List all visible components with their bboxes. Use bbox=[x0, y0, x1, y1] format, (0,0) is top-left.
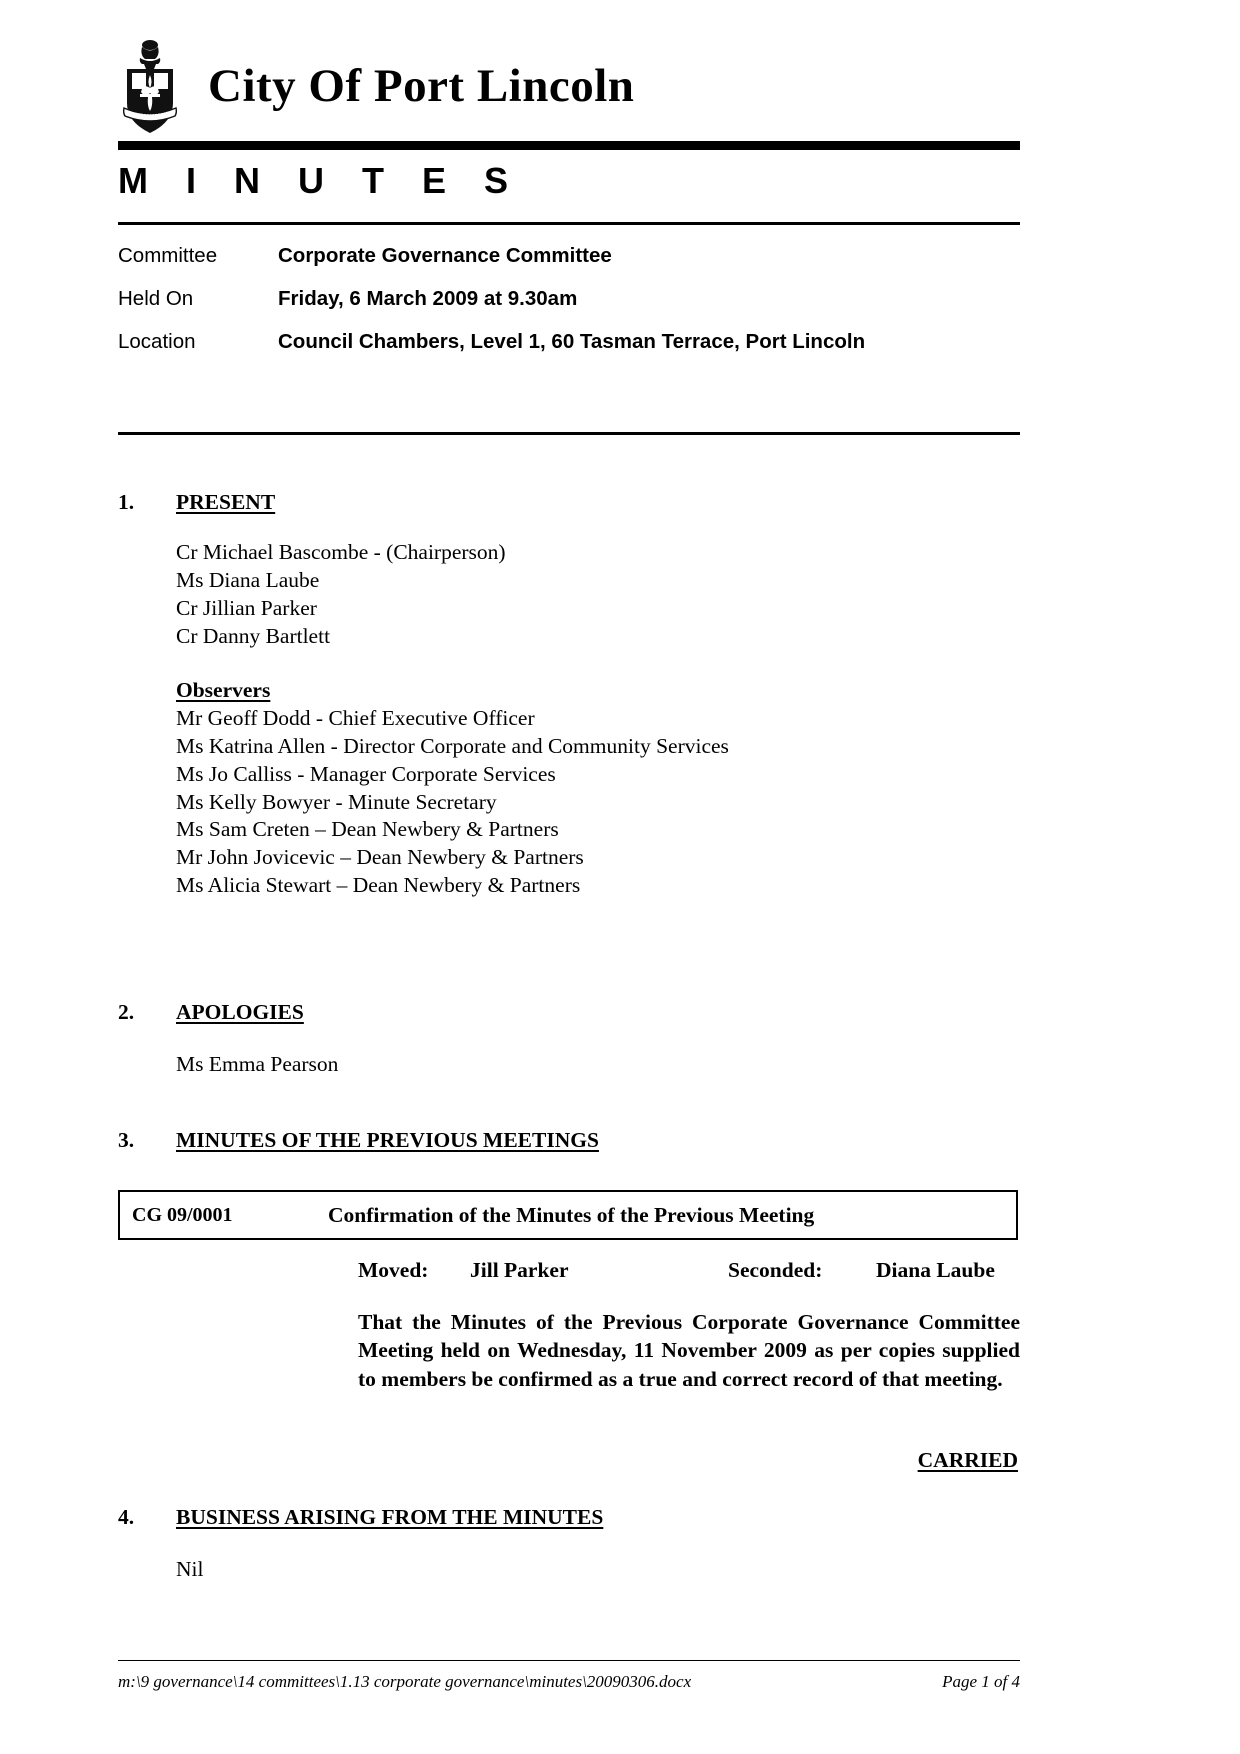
list-item: Ms Diana Laube bbox=[176, 567, 320, 592]
resolution-header-box bbox=[118, 1190, 1018, 1240]
resolution-mover-row bbox=[358, 1258, 1020, 1283]
section-present-heading bbox=[118, 490, 1020, 515]
apologies-list bbox=[176, 1051, 1020, 1079]
meta-value-location: Council Chambers, Level 1, 60 Tasman Terrace, Port Lincoln bbox=[278, 330, 866, 353]
page-footer bbox=[118, 1672, 1020, 1692]
observers-heading-wrap bbox=[176, 677, 1020, 705]
section-previous-minutes-heading bbox=[118, 1128, 1020, 1153]
section-previous-minutes bbox=[118, 1128, 1020, 1153]
resolution-outcome: CARRIED bbox=[917, 1448, 1018, 1472]
list-item: Cr Michael Bascombe - (Chairperson) bbox=[176, 540, 506, 564]
meta-row-location bbox=[118, 330, 1020, 354]
section-apologies-heading bbox=[118, 1000, 1020, 1025]
section-business-arising-heading bbox=[118, 1505, 1020, 1530]
meta-value-held-on: Friday, 6 March 2009 at 9.30am bbox=[278, 287, 578, 310]
section-apologies-title: APOLOGIES bbox=[176, 1000, 304, 1024]
list-item: Mr Geoff Dodd - Chief Executive Officer bbox=[176, 705, 535, 730]
resolution-text: That the Minutes of the Previous Corporate Governance Committee Meeting held on Wednesday, 11 November 2009 as per copies supplied to members be confirmed as a true and correct record of that meeting. bbox=[358, 1310, 1020, 1391]
meta-row-held-on bbox=[118, 287, 1020, 311]
observers-heading: Observers bbox=[176, 677, 271, 702]
section-present bbox=[118, 490, 1020, 900]
section-apologies bbox=[118, 1000, 1020, 1079]
section-previous-minutes-number: 3. bbox=[118, 1128, 135, 1152]
list-item: Ms Kelly Bowyer - Minute Secretary bbox=[176, 789, 497, 814]
footer-rule bbox=[118, 1660, 1020, 1661]
list-item: Ms Emma Pearson bbox=[176, 1052, 339, 1076]
business-arising-list bbox=[176, 1556, 1020, 1584]
document-title: M I N U T E S bbox=[118, 160, 523, 201]
meta-row-committee bbox=[118, 244, 1020, 268]
meeting-details bbox=[118, 244, 1020, 373]
list-item: Mr John Jovicevic – Dean Newbery & Partners bbox=[176, 845, 584, 870]
resolution-title: Confirmation of the Minutes of the Previous Meeting bbox=[328, 1202, 815, 1227]
section-business-arising-number: 4. bbox=[118, 1505, 135, 1529]
meta-value-committee: Corporate Governance Committee bbox=[278, 244, 612, 267]
list-item: Cr Jillian Parker bbox=[176, 595, 317, 620]
seconded-name: Diana Laube bbox=[876, 1258, 995, 1282]
section-business-arising-title: BUSINESS ARISING FROM THE MINUTES bbox=[176, 1505, 604, 1529]
resolution-code: CG 09/0001 bbox=[132, 1203, 233, 1226]
title-rule bbox=[118, 222, 1020, 225]
section-present-number: 1. bbox=[118, 490, 135, 514]
footer-file-path: m:\9 governance\14 committees\1.13 corporate governance\minutes\20090306.docx bbox=[118, 1672, 692, 1691]
council-name: City Of Port Lincoln bbox=[208, 59, 635, 112]
list-item: Ms Sam Creten – Dean Newbery & Partners bbox=[176, 817, 559, 842]
meta-rule bbox=[118, 432, 1020, 435]
list-item: Ms Alicia Stewart – Dean Newbery & Partners bbox=[176, 873, 581, 898]
list-item: Nil bbox=[176, 1557, 204, 1581]
observers-block bbox=[176, 677, 1020, 901]
moved-label: Moved: bbox=[358, 1258, 429, 1282]
seconded-label: Seconded: bbox=[728, 1258, 823, 1282]
meta-label-held-on: Held On bbox=[118, 287, 194, 310]
city-crest-icon bbox=[118, 36, 182, 136]
masthead bbox=[118, 34, 1020, 138]
footer-page-number: Page 1 of 4 bbox=[942, 1672, 1020, 1691]
meta-label-location: Location bbox=[118, 330, 196, 353]
section-present-title: PRESENT bbox=[176, 490, 276, 514]
meta-label-committee: Committee bbox=[118, 244, 218, 267]
moved-name: Jill Parker bbox=[470, 1258, 569, 1282]
list-item: Ms Katrina Allen - Director Corporate and Community Services bbox=[176, 733, 729, 758]
section-apologies-number: 2. bbox=[118, 1000, 135, 1024]
present-attendee-list bbox=[176, 539, 1020, 651]
section-business-arising bbox=[118, 1505, 1020, 1584]
list-item: Cr Danny Bartlett bbox=[176, 623, 331, 648]
masthead-rule bbox=[118, 141, 1020, 150]
list-item: Ms Jo Calliss - Manager Corporate Services bbox=[176, 761, 556, 786]
section-previous-minutes-title: MINUTES OF THE PREVIOUS MEETINGS bbox=[176, 1128, 599, 1152]
